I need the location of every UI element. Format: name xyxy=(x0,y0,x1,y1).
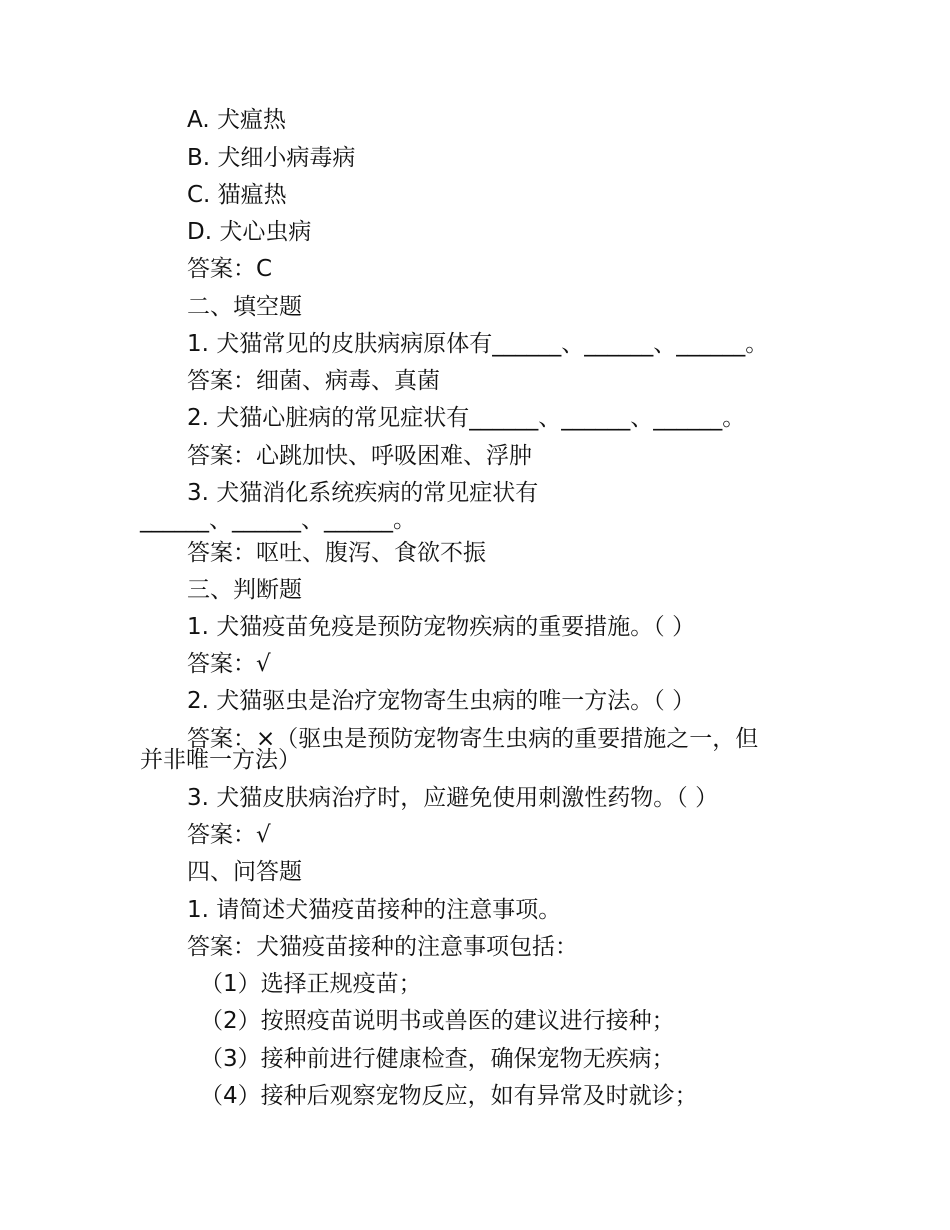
tf-question-3: 3. 犬猫皮肤病治疗时，应避免使用刺激性药物。（ ） xyxy=(187,785,719,811)
section-heading-fill-in: 二、填空题 xyxy=(187,294,302,320)
sa-answer-item-2: （2）按照疫苗说明书或兽医的建议进行接种； xyxy=(200,1008,675,1034)
sa-answer-intro: 答案：犬猫疫苗接种的注意事项包括： xyxy=(187,934,578,960)
fill-question-3-continued: ______、______、______。 xyxy=(140,507,416,533)
option-b: B. 犬细小病毒病 xyxy=(187,145,356,171)
sa-answer-item-1: （1）选择正规疫苗； xyxy=(200,971,422,997)
option-a: A. 犬瘟热 xyxy=(187,107,286,133)
mc-answer: 答案：C xyxy=(187,256,273,282)
option-d: D. 犬心虫病 xyxy=(187,219,312,245)
fill-answer-2: 答案：心跳加快、呼吸困难、浮肿 xyxy=(187,443,532,469)
option-c: C. 猫瘟热 xyxy=(187,182,287,208)
fill-question-3: 3. 犬猫消化系统疾病的常见症状有 xyxy=(187,480,539,506)
tf-answer-1: 答案：√ xyxy=(187,651,271,677)
tf-answer-3: 答案：√ xyxy=(187,822,271,848)
sa-question-1: 1. 请简述犬猫疫苗接种的注意事项。 xyxy=(187,897,562,923)
section-heading-true-false: 三、判断题 xyxy=(187,577,302,603)
sa-answer-item-4: （4）接种后观察宠物反应，如有异常及时就诊； xyxy=(200,1083,698,1109)
tf-question-2: 2. 犬猫驱虫是治疗宠物寄生虫病的唯一方法。（ ） xyxy=(187,688,696,714)
fill-answer-1: 答案：细菌、病毒、真菌 xyxy=(187,368,440,394)
section-heading-short-answer: 四、问答题 xyxy=(187,859,302,885)
tf-answer-2: 答案：×（驱虫是预防宠物寄生虫病的重要措施之一，但 xyxy=(187,726,759,752)
tf-question-1: 1. 犬猫疫苗免疫是预防宠物疾病的重要措施。（ ） xyxy=(187,614,696,640)
fill-answer-3: 答案：呕吐、腹泻、食欲不振 xyxy=(187,540,486,566)
tf-answer-2-continued: 并非唯一方法） xyxy=(140,747,301,773)
fill-question-1: 1. 犬猫常见的皮肤病病原体有______、______、______。 xyxy=(187,331,769,357)
fill-question-2: 2. 犬猫心脏病的常见症状有______、______、______。 xyxy=(187,405,746,431)
sa-answer-item-3: （3）接种前进行健康检查，确保宠物无疾病； xyxy=(200,1046,675,1072)
